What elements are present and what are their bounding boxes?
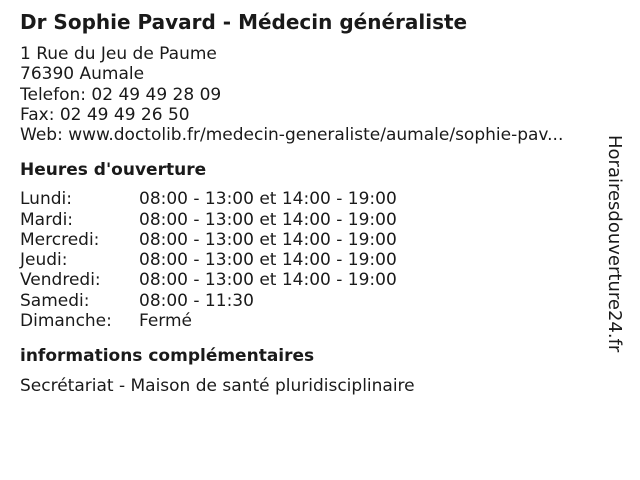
day-label: Vendredi:	[20, 270, 101, 291]
fax-number: Fax: 02 49 49 26 50	[20, 104, 190, 125]
hours-row-vendredi	[20, 270, 605, 290]
day-hours: 08:00 - 13:00 et 14:00 - 19:00	[139, 250, 397, 271]
day-label: Lundi:	[20, 189, 72, 210]
hours-row-mercredi	[20, 230, 605, 250]
hours-row-mardi	[20, 210, 605, 230]
day-hours: 08:00 - 13:00 et 14:00 - 19:00	[139, 270, 397, 291]
day-label: Jeudi:	[20, 250, 68, 271]
info-text: Secrétariat - Maison de santé pluridisciplinaire	[20, 375, 415, 396]
street-address: 1 Rue du Jeu de Paume	[20, 44, 217, 64]
opening-hours-list	[20, 189, 605, 330]
doctor-card	[20, 8, 605, 397]
hours-row-dimanche	[20, 311, 605, 331]
hours-heading: Heures d'ouverture	[20, 160, 207, 181]
website-link[interactable]: Web: www.doctolib.fr/medecin-generaliste/aumale/sophie-pav...	[20, 125, 564, 146]
hours-row-samedi	[20, 291, 605, 311]
hours-row-lundi	[20, 189, 605, 209]
day-hours: 08:00 - 13:00 et 14:00 - 19:00	[139, 209, 397, 230]
day-hours: 08:00 - 11:30	[139, 290, 254, 311]
day-label: Mercredi:	[20, 229, 100, 250]
site-watermark: Horairesdouverture24.fr	[604, 135, 625, 353]
hours-row-jeudi	[20, 250, 605, 270]
contact-block	[20, 44, 605, 145]
phone-number: Telefon: 02 49 49 28 09	[20, 84, 222, 105]
day-label: Dimanche:	[20, 310, 112, 331]
day-label: Mardi:	[20, 209, 74, 230]
info-heading: informations complémentaires	[20, 345, 315, 366]
day-hours: 08:00 - 13:00 et 14:00 - 19:00	[139, 189, 397, 210]
day-hours: Fermé	[139, 310, 193, 331]
page-title: Dr Sophie Pavard - Médecin généraliste	[20, 10, 468, 34]
day-label: Samedi:	[20, 290, 90, 311]
city-address: 76390 Aumale	[20, 64, 145, 85]
day-hours: 08:00 - 13:00 et 14:00 - 19:00	[139, 229, 397, 250]
